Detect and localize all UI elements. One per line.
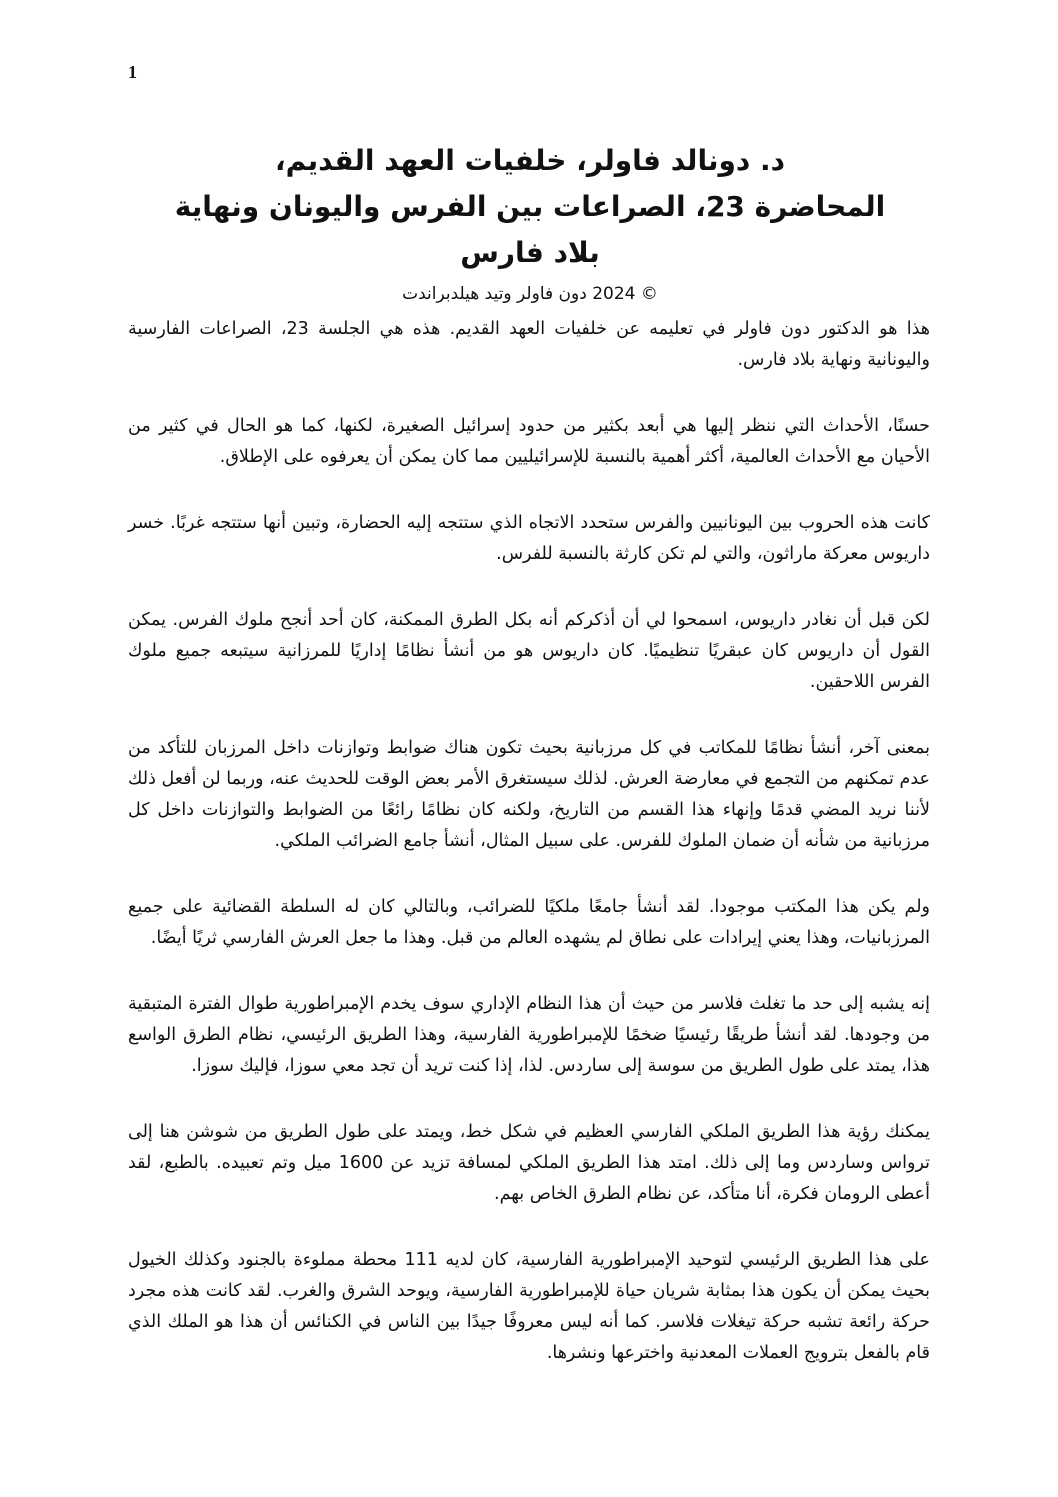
document-body	[128, 314, 930, 1404]
paragraph-4: لكن قبل أن نغادر داريوس، اسمحوا لي أن أذكركم أنه بكل الطرق الممكنة، كان أحد أنجح ملوك الفرس. يمكن القول أن داريوس كان عبقريًا تنظيميًا. كان داريوس هو من أنشأ نظامًا إداريًا للمرزانية سيتبعه جميع ملوك الفرس اللاحقين.	[128, 610, 930, 692]
copyright-line: © 2024 دون فاولر وتيد هيلدبراندت	[402, 284, 658, 304]
paragraph-1: هذا هو الدكتور دون فاولر في تعليمه عن خلفيات العهد القديم. هذه هي الجلسة 23، الصراعات الفارسية واليونانية ونهاية بلاد فارس.	[128, 319, 930, 370]
paragraph-8: يمكنك رؤية هذا الطريق الملكي الفارسي العظيم في شكل خط، ويمتد على طول الطريق من شوشن هنا إلى ترواس وساردس وما إلى ذلك. امتد هذا الطريق الملكي لمسافة تزيد عن 1600 ميل وتم تعبيده. بالطبع، لقد أعطى الرومان فكرة، أنا متأكد، عن نظام الطرق الخاص بهم.	[128, 1122, 930, 1204]
paragraph-5: بمعنى آخر، أنشأ نظامًا للمكاتب في كل مرزبانية بحيث تكون هناك ضوابط وتوازنات داخل المرزبان للتأكد من عدم تمكنهم من التجمع في معارضة العرش. لذلك سيستغرق الأمر بعض الوقت للحديث عنه، وربما لن أفعل ذلك لأننا نريد المضي قدمًا وإنهاء هذا القسم من التاريخ، ولكنه كان نظامًا رائعًا من الضوابط والتوازنات داخل كل مرزبانية من شأنه أن ضمان الملوك للفرس. على سبيل المثال، أنشأ جامع الضرائب الملكي.	[128, 738, 930, 851]
title-line-3: بلاد فارس	[460, 236, 600, 269]
paragraph-9: على هذا الطريق الرئيسي لتوحيد الإمبراطورية الفارسية، كان لديه 111 محطة مملوءة بالجنود وكذلك الخيول بحيث يمكن أن يكون هذا بمثابة شريان حياة للإمبراطورية الفارسية، ويوحد الشرق والغرب. لقد كانت هذه مجرد حركة رائعة تشبه حركة تيغلات فلاسر. كما أنه ليس معروفًا جيدًا بين الناس في الكنائس أن هذا هو الملك الذي قام بالفعل بترويج العملات المعدنية واخترعها ونشرها.	[128, 1250, 930, 1363]
document-header	[130, 138, 930, 308]
title-line-1: د. دونالد فاولر، خلفيات العهد القديم،	[274, 144, 785, 177]
page-number: 1	[128, 62, 137, 82]
paragraph-7: إنه يشبه إلى حد ما تغلث فلاسر من حيث أن هذا النظام الإداري سوف يخدم الإمبراطورية طوال الفترة المتبقية من وجودها. لقد أنشأ طريقًا رئيسيًا ضخمًا للإمبراطورية الفارسية، وهذا الطريق الرئيسي، نظام الطرق الواسع هذا، يمتد على طول الطريق من سوسة إلى ساردس. لذا، إذا كنت تريد أن تجد معي سوزا، فإليك سوزا.	[128, 994, 930, 1076]
paragraph-6: ولم يكن هذا المكتب موجودا. لقد أنشأ جامعًا ملكيًا للضرائب، وبالتالي كان له السلطة القضائية على جميع المرزبانيات، وهذا يعني إيرادات على نطاق لم يشهده العالم من قبل. وهذا ما جعل العرش الفارسي ثريًا أيضًا.	[128, 897, 930, 948]
title-line-2: المحاضرة 23، الصراعات بين الفرس واليونان ونهاية	[174, 190, 886, 223]
paragraph-3: كانت هذه الحروب بين اليونانيين والفرس ستحدد الاتجاه الذي ستتجه إليه الحضارة، وتبين أنها ستتجه غربًا. خسر داريوس معركة ماراثون، والتي لم تكن كارثة بالنسبة للفرس.	[128, 513, 930, 564]
paragraph-2: حسنًا، الأحداث التي ننظر إليها هي أبعد بكثير من حدود إسرائيل الصغيرة، لكنها، كما هو الحال في كثير من الأحيان مع الأحداث العالمية، أكثر أهمية بالنسبة للإسرائيليين مما كان يمكن أن يعرفوه على الإطلاق.	[128, 416, 930, 467]
